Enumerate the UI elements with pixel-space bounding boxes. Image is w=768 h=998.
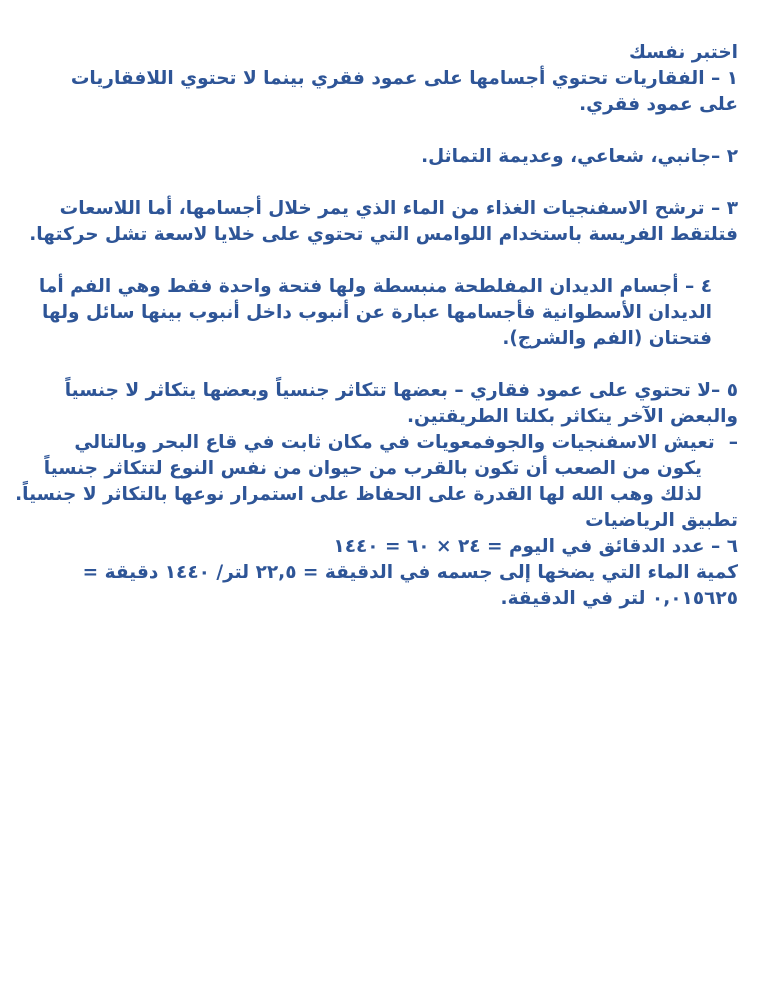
answer-6	[82, 534, 738, 612]
answer-2-line-1: ٢ –جانبي، شعاعي، وعديمة التماثل.	[421, 146, 738, 167]
answer-3-line-1: ٣ – ترشح الاسفنجيات الغذاء من الماء الذي يمر خلال أجسامها، أما اللاسعات	[59, 198, 738, 219]
paragraph-gap	[110, 118, 738, 144]
answer-6-line-1: ٦ – عدد الدقائق في اليوم = ٢٤ × ٦٠ = ١٤٤٠	[333, 536, 738, 557]
answer-document	[15, 40, 738, 612]
answer-5-bullet-line-3: لذلك وهب الله لها القدرة على الحفاظ على استمرار نوعها بالتكاثر لا جنسياً.	[15, 484, 702, 505]
paragraph-gap	[110, 170, 738, 196]
answer-1	[70, 66, 738, 118]
answer-5	[15, 378, 738, 508]
section-heading-self-test: اختبر نفسك	[628, 42, 738, 63]
answer-1-line-1: ١ – الفقاريات تحتوي أجسامها على عمود فقري بينما لا تحتوي اللافقاريات	[70, 68, 738, 89]
answer-3-line-2: فتلتقط الفريسة باستخدام اللوامس التي تحتوي على خلايا لاسعة تشل حركتها.	[29, 224, 738, 245]
answer-4-line-3: فتحتان (الفم والشرج).	[502, 328, 712, 349]
paragraph-gap	[110, 248, 738, 274]
answer-2	[110, 144, 738, 170]
paragraph-gap	[110, 352, 738, 378]
answer-3	[29, 196, 738, 248]
answer-4	[38, 274, 738, 352]
answer-5-bullet-line-1	[74, 430, 738, 456]
dash-bullet: –	[728, 432, 738, 453]
answer-4-line-1: ٤ – أجسام الديدان المفلطحة منبسطة ولها فتحة واحدة فقط وهي الفم أما	[38, 276, 712, 297]
answer-6-line-3: ٠,٠١٥٦٢٥ لتر في الدقيقة.	[500, 588, 738, 609]
answer-5-line-1: ٥ –لا تحتوي على عمود فقاري – بعضها تتكاثر جنسياً وبعضها يتكاثر لا جنسياً	[64, 380, 738, 401]
section-heading-math: تطبيق الرياضيات	[585, 510, 738, 531]
answer-4-line-2: الديدان الأسطوانية فأجسامها عبارة عن أنبوب داخل أنبوب بينها سائل ولها	[41, 302, 712, 323]
answer-5-line-2: والبعض الآخر يتكاثر بكلتا الطريقتين.	[406, 406, 738, 427]
answer-5-bullet-line-2: يكون من الصعب أن تكون بالقرب من حيوان من نفس النوع لتتكاثر جنسياً	[43, 458, 702, 479]
answer-6-line-2: كمية الماء التي يضخها إلى جسمه في الدقيقة = ٢٢,٥ لتر/ ١٤٤٠ دقيقة =	[82, 562, 738, 583]
answer-5-bullet-text-1: تعيش الاسفنجيات والجوفمعويات في مكان ثابت في قاع البحر وبالتالي	[74, 432, 715, 453]
answer-1-line-2: على عمود فقري.	[579, 94, 738, 115]
